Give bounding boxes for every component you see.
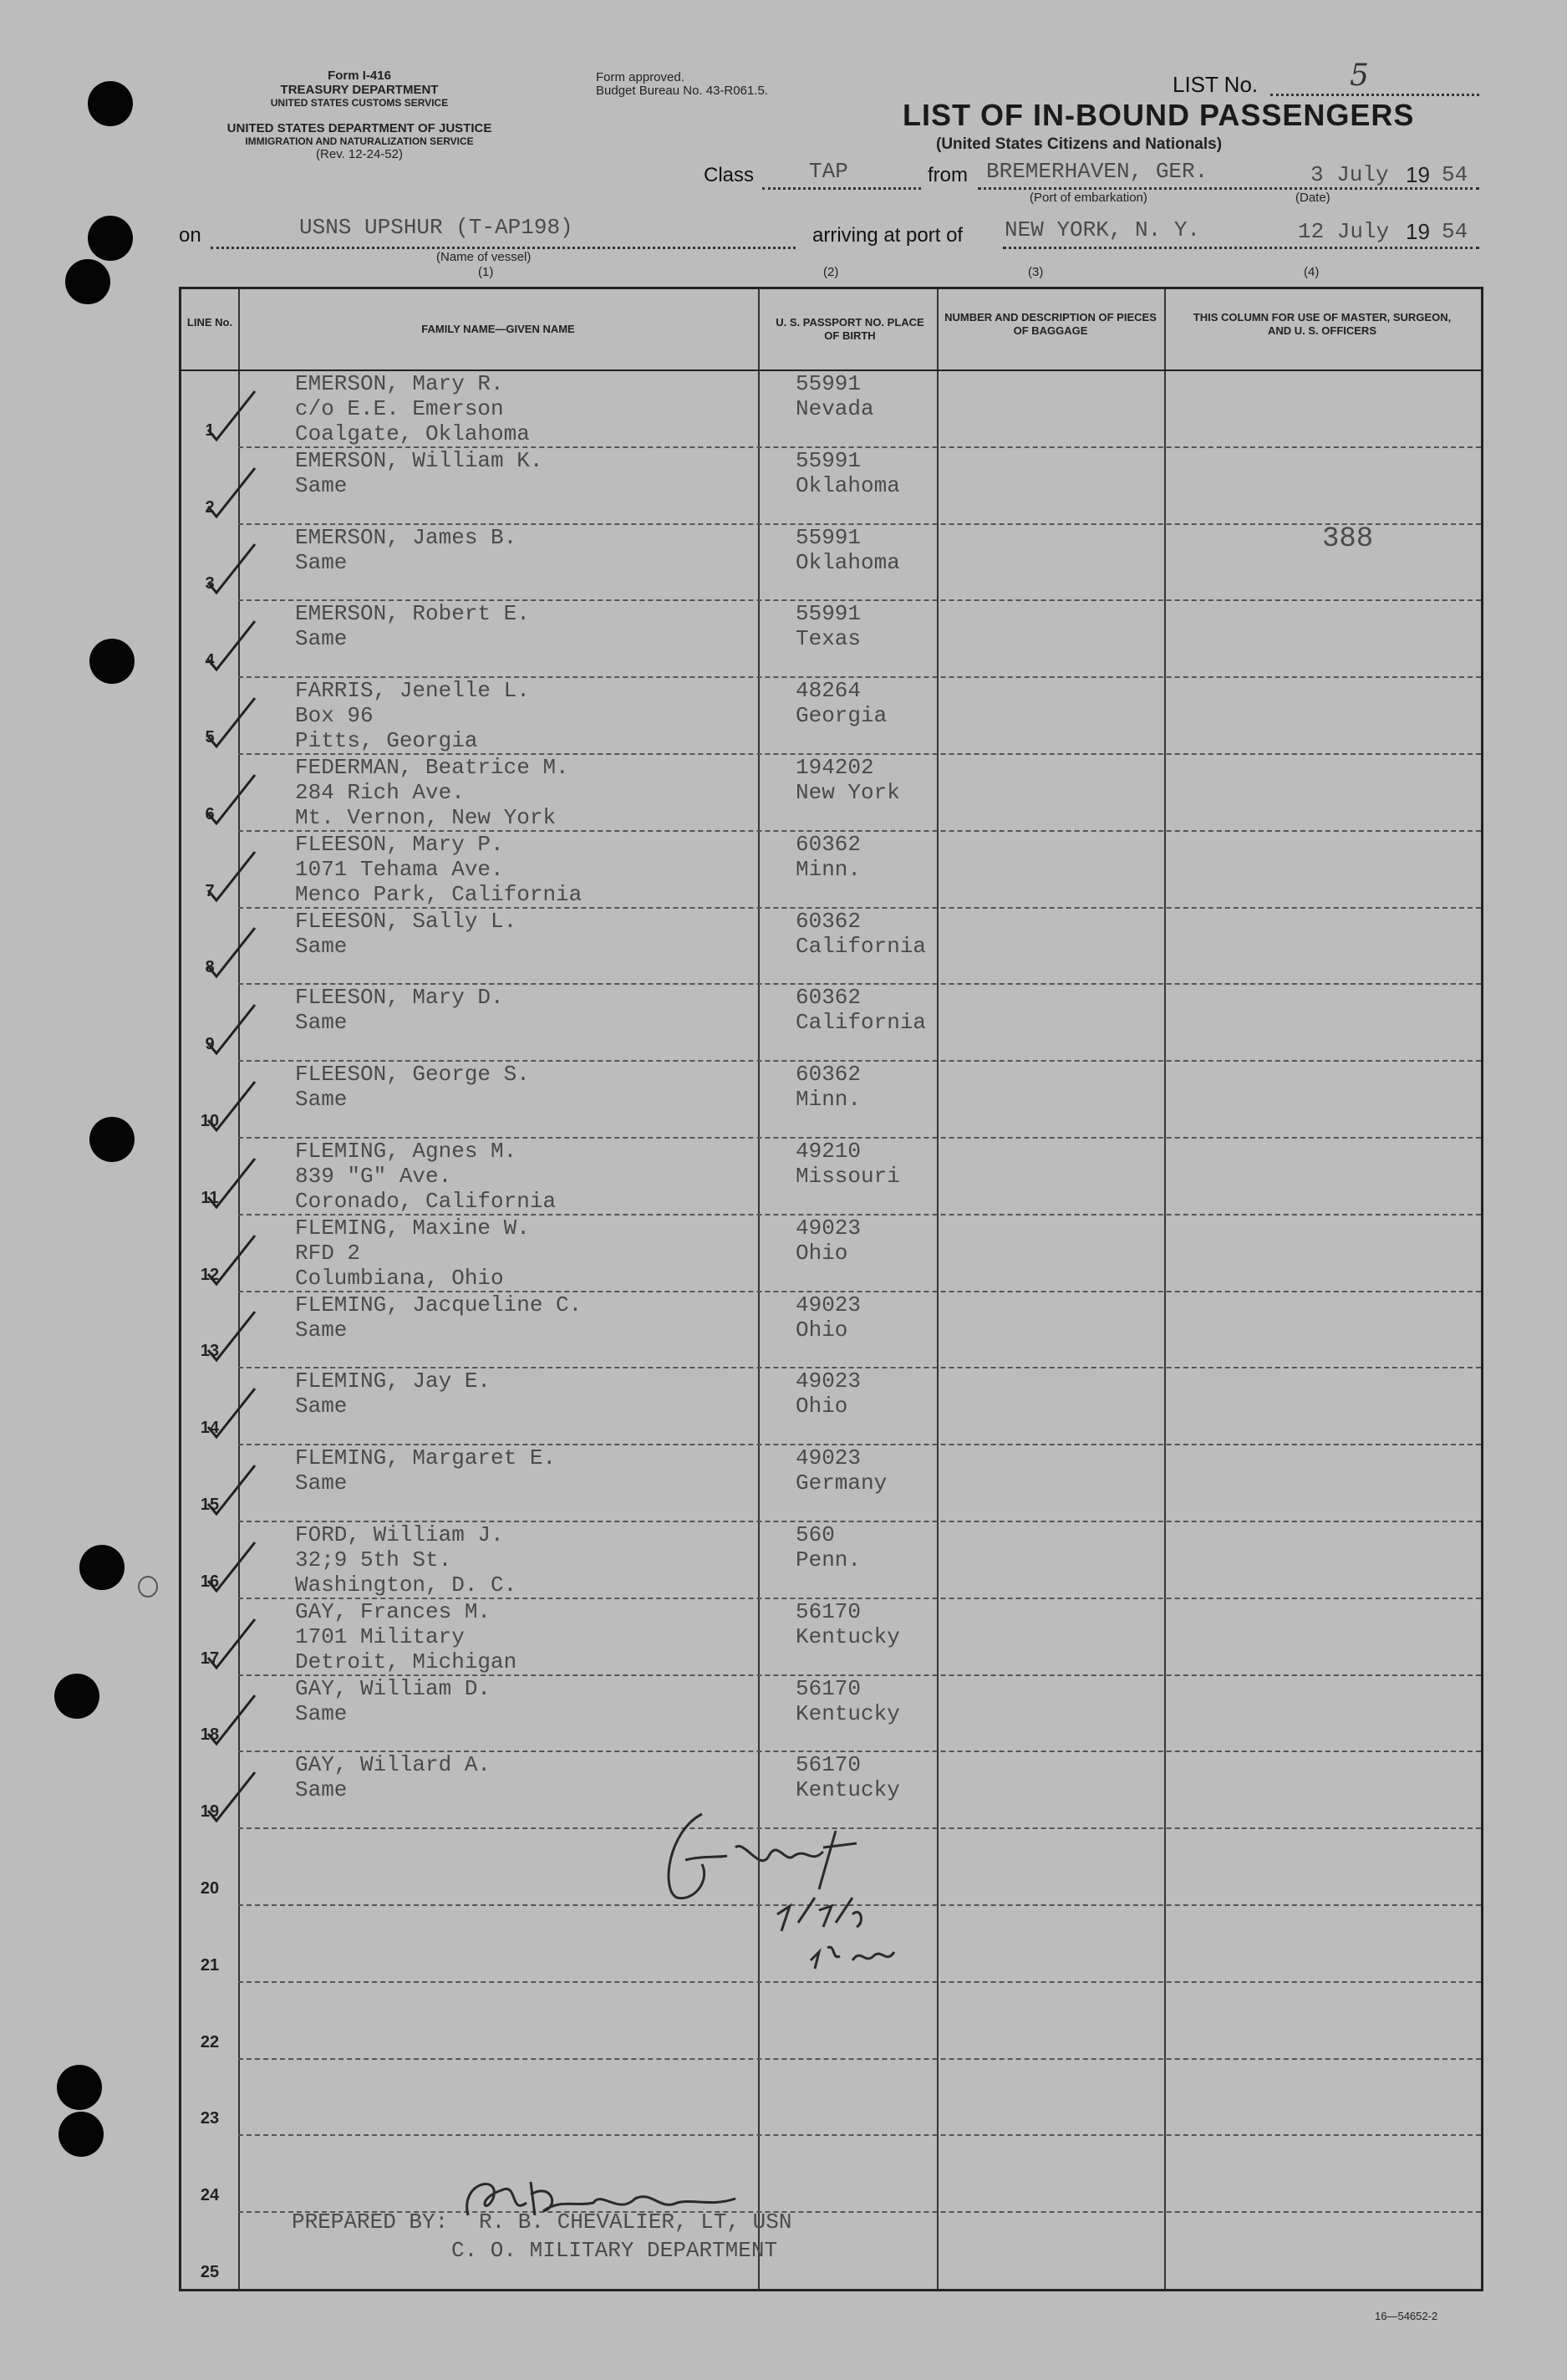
passport-birthplace: 60362 California bbox=[796, 985, 927, 1036]
passport-birthplace: 55991 Texas bbox=[796, 601, 862, 652]
revision: (Rev. 12-24-52) bbox=[316, 147, 403, 161]
passenger-name: EMERSON, James B. Same bbox=[295, 524, 517, 575]
check-mark-icon bbox=[206, 618, 257, 676]
check-mark-icon bbox=[206, 695, 257, 753]
line-number: 21 bbox=[200, 1955, 220, 1975]
vessel-caption: (Name of vessel) bbox=[436, 250, 532, 264]
passport-birthplace: 49210 Missouri bbox=[796, 1139, 900, 1189]
passenger-name: GAY, Willard A. Same bbox=[295, 1752, 491, 1803]
passenger-name: FLEESON, George S. Same bbox=[295, 1062, 530, 1113]
check-mark-icon bbox=[206, 388, 257, 446]
passport-birthplace: 48264 Georgia bbox=[796, 678, 888, 729]
col-divider bbox=[1164, 289, 1166, 2289]
col-header-baggage: NUMBER AND DESCRIPTION OF PIECES OF BAGGAGE bbox=[944, 311, 1157, 337]
line-number: 17 bbox=[200, 1649, 220, 1668]
passenger-name: FLEMING, Margaret E. Same bbox=[295, 1445, 557, 1496]
page-subtitle: (United States Citizens and Nationals) bbox=[936, 135, 1223, 153]
vessel-line bbox=[211, 247, 796, 249]
line-number: 7 bbox=[205, 881, 215, 900]
check-mark-icon bbox=[206, 1078, 257, 1137]
prepared-dept: C. O. MILITARY DEPARTMENT bbox=[451, 2238, 778, 2263]
line-number: 18 bbox=[200, 1725, 220, 1745]
class-line bbox=[762, 187, 921, 190]
list-no-line bbox=[1270, 94, 1479, 96]
passport-birthplace: 60362 California bbox=[796, 908, 927, 959]
line-number: 15 bbox=[200, 1496, 220, 1514]
passenger-name: FLEMING, Agnes M. 839 "G" Ave. Coronado, California bbox=[295, 1139, 557, 1214]
line-number: 3 bbox=[205, 574, 215, 594]
passenger-name: GAY, Frances M. 1701 Military Detroit, Michigan bbox=[295, 1598, 517, 1674]
justice-dept: UNITED STATES DEPARTMENT OF JUSTICE bbox=[226, 121, 492, 135]
col3-caption: (3) bbox=[1028, 265, 1044, 279]
line-number: 9 bbox=[205, 1035, 215, 1054]
passport-birthplace: 56170 Kentucky bbox=[796, 1752, 900, 1803]
binder-hole bbox=[79, 1545, 125, 1590]
embark-caption: (Port of embarkation) bbox=[1030, 191, 1147, 205]
depart-date: 3 July bbox=[1310, 162, 1389, 187]
line-number: 16 bbox=[200, 1572, 220, 1591]
col1-caption: (1) bbox=[478, 265, 494, 279]
on-label: on bbox=[179, 224, 201, 247]
line-number: 22 bbox=[200, 2032, 220, 2051]
passport-birthplace: 60362 Minn. bbox=[796, 831, 862, 882]
passenger-name: EMERSON, Mary R. c/o E.E. Emerson Coalgate, Oklahoma bbox=[295, 371, 530, 446]
passenger-name: FLEESON, Mary D. Same bbox=[295, 985, 504, 1036]
check-mark-icon bbox=[206, 1462, 257, 1521]
budget-bureau: Budget Bureau No. 43-R061.5. bbox=[596, 84, 768, 98]
passenger-name: FEDERMAN, Beatrice M. 284 Rich Ave. Mt. Vernon, New York bbox=[295, 755, 569, 830]
line-number: 1 bbox=[205, 420, 215, 440]
class-value: TAP bbox=[809, 159, 848, 184]
binder-hole bbox=[59, 2112, 104, 2157]
col-header-officers: THIS COLUMN FOR USE OF MASTER, SURGEON, AND U. S. OFFICERS bbox=[1193, 311, 1452, 337]
passport-birthplace: 55991 Oklahoma bbox=[796, 524, 900, 575]
class-label: Class bbox=[704, 164, 755, 186]
list-no-value: 5 bbox=[1350, 59, 1369, 93]
col-header-passport: U. S. PASSPORT NO. PLACE OF BIRTH bbox=[776, 316, 924, 342]
col2-caption: (2) bbox=[823, 265, 839, 279]
line-number: 25 bbox=[200, 2263, 220, 2281]
check-mark-icon bbox=[206, 541, 257, 599]
col-header-name: FAMILY NAME—GIVEN NAME bbox=[421, 323, 575, 335]
from-label: from bbox=[928, 164, 968, 186]
passenger-name: EMERSON, Robert E. Same bbox=[295, 601, 530, 652]
footer-code: 16—54652-2 bbox=[1375, 2310, 1438, 2322]
arrival-year: 54 bbox=[1442, 219, 1468, 244]
passenger-name: FLEMING, Jacqueline C. Same bbox=[295, 1292, 583, 1343]
list-no-label: LIST No. bbox=[1173, 72, 1259, 97]
customs-service: UNITED STATES CUSTOMS SERVICE bbox=[270, 97, 449, 109]
passport-birthplace: 55991 Nevada bbox=[796, 371, 874, 421]
line-number: 6 bbox=[205, 804, 215, 823]
depart-year-prefix: 19 bbox=[1406, 162, 1430, 187]
embark-port: BREMERHAVEN, GER. bbox=[986, 159, 1208, 184]
preparer-signature bbox=[451, 2165, 752, 2232]
depart-year: 54 bbox=[1442, 162, 1468, 187]
passport-birthplace: 49023 Ohio bbox=[796, 1368, 862, 1419]
ins-service: IMMIGRATION AND NATURALIZATION SERVICE bbox=[245, 135, 474, 147]
arrival-year-prefix: 19 bbox=[1406, 219, 1430, 244]
row-divider bbox=[238, 2058, 1481, 2060]
vessel-name: USNS UPSHUR (T-AP198) bbox=[299, 215, 573, 240]
form-number: Form I-416 bbox=[328, 69, 391, 83]
binder-hole bbox=[88, 81, 133, 126]
check-mark-icon bbox=[206, 1155, 257, 1214]
treasury-dept: TREASURY DEPARTMENT bbox=[280, 83, 439, 97]
check-mark-icon bbox=[206, 1692, 257, 1751]
officer-signature bbox=[652, 1797, 953, 1990]
margin-circle bbox=[138, 1576, 158, 1598]
form-approved: Form approved. bbox=[596, 70, 684, 84]
prepared-label: PREPARED BY: bbox=[292, 2209, 449, 2235]
passport-birthplace: 56170 Kentucky bbox=[796, 1675, 900, 1726]
passenger-name: GAY, William D. Same bbox=[295, 1675, 491, 1726]
date-caption: (Date) bbox=[1295, 191, 1330, 205]
line-number: 19 bbox=[200, 1802, 220, 1822]
passport-birthplace: 49023 Ohio bbox=[796, 1215, 862, 1266]
check-mark-icon bbox=[206, 1232, 257, 1291]
col-header-line: LINE No. bbox=[186, 316, 233, 329]
officer-note: 388 bbox=[1322, 522, 1374, 555]
line-number: 13 bbox=[200, 1342, 220, 1361]
line-number: 14 bbox=[200, 1419, 220, 1438]
passenger-table bbox=[179, 287, 1483, 2291]
line-number: 11 bbox=[201, 1188, 219, 1207]
check-mark-icon bbox=[206, 1616, 257, 1674]
line-number: 23 bbox=[200, 2109, 220, 2128]
passport-birthplace: 55991 Oklahoma bbox=[796, 447, 900, 498]
col4-caption: (4) bbox=[1304, 265, 1320, 279]
passport-birthplace: 49023 Germany bbox=[796, 1445, 888, 1496]
binder-hole bbox=[54, 1674, 99, 1719]
passport-birthplace: 194202 New York bbox=[796, 755, 900, 805]
line-number: 20 bbox=[200, 1879, 220, 1898]
arrival-date: 12 July bbox=[1298, 219, 1390, 244]
binder-hole bbox=[88, 216, 133, 261]
check-mark-icon bbox=[206, 1385, 257, 1444]
check-mark-icon bbox=[206, 925, 257, 983]
check-mark-icon bbox=[206, 1308, 257, 1367]
passport-birthplace: 60362 Minn. bbox=[796, 1062, 862, 1113]
check-mark-icon bbox=[206, 1539, 257, 1598]
passenger-name: FLEMING, Jay E. Same bbox=[295, 1368, 491, 1419]
from-line bbox=[978, 187, 1479, 190]
passenger-name: EMERSON, William K. Same bbox=[295, 447, 543, 498]
passport-birthplace: 560 Penn. bbox=[796, 1522, 862, 1572]
line-number: 10 bbox=[200, 1112, 220, 1130]
line-number: 24 bbox=[200, 2186, 220, 2205]
check-mark-icon bbox=[206, 465, 257, 523]
check-mark-icon bbox=[206, 849, 257, 907]
check-mark-icon bbox=[206, 1769, 257, 1827]
arrival-port: NEW YORK, N. Y. bbox=[1005, 217, 1201, 242]
arriving-label: arriving at port of bbox=[812, 224, 964, 247]
row-divider bbox=[238, 2134, 1481, 2136]
line-number: 4 bbox=[205, 651, 215, 670]
arrival-line bbox=[1003, 247, 1479, 249]
passport-birthplace: 49023 Ohio bbox=[796, 1292, 862, 1343]
page-title: LIST OF IN-BOUND PASSENGERS bbox=[903, 98, 1415, 132]
passenger-name: FARRIS, Jenelle L. Box 96 Pitts, Georgia bbox=[295, 678, 530, 754]
passenger-name: FORD, William J. 32;9 5th St. Washington, D. C. bbox=[295, 1522, 517, 1598]
passenger-name: FLEESON, Sally L. Same bbox=[295, 908, 517, 959]
line-number: 5 bbox=[205, 728, 215, 747]
line-number: 8 bbox=[205, 958, 215, 977]
passenger-name: FLEMING, Maxine W. RFD 2 Columbiana, Ohio bbox=[295, 1215, 530, 1291]
passenger-name: FLEESON, Mary P. 1071 Tehama Ave. Menco Park, California bbox=[295, 831, 583, 907]
binder-hole bbox=[89, 639, 135, 684]
passport-birthplace: 56170 Kentucky bbox=[796, 1598, 900, 1649]
check-mark-icon bbox=[206, 772, 257, 830]
line-number: 12 bbox=[200, 1265, 220, 1284]
line-number: 2 bbox=[205, 497, 215, 517]
binder-hole bbox=[65, 259, 110, 304]
binder-hole bbox=[57, 2065, 102, 2110]
prepared-name: R. B. CHEVALIER, LT, USN bbox=[479, 2209, 792, 2235]
binder-hole bbox=[89, 1117, 135, 1162]
check-mark-icon bbox=[206, 1001, 257, 1060]
